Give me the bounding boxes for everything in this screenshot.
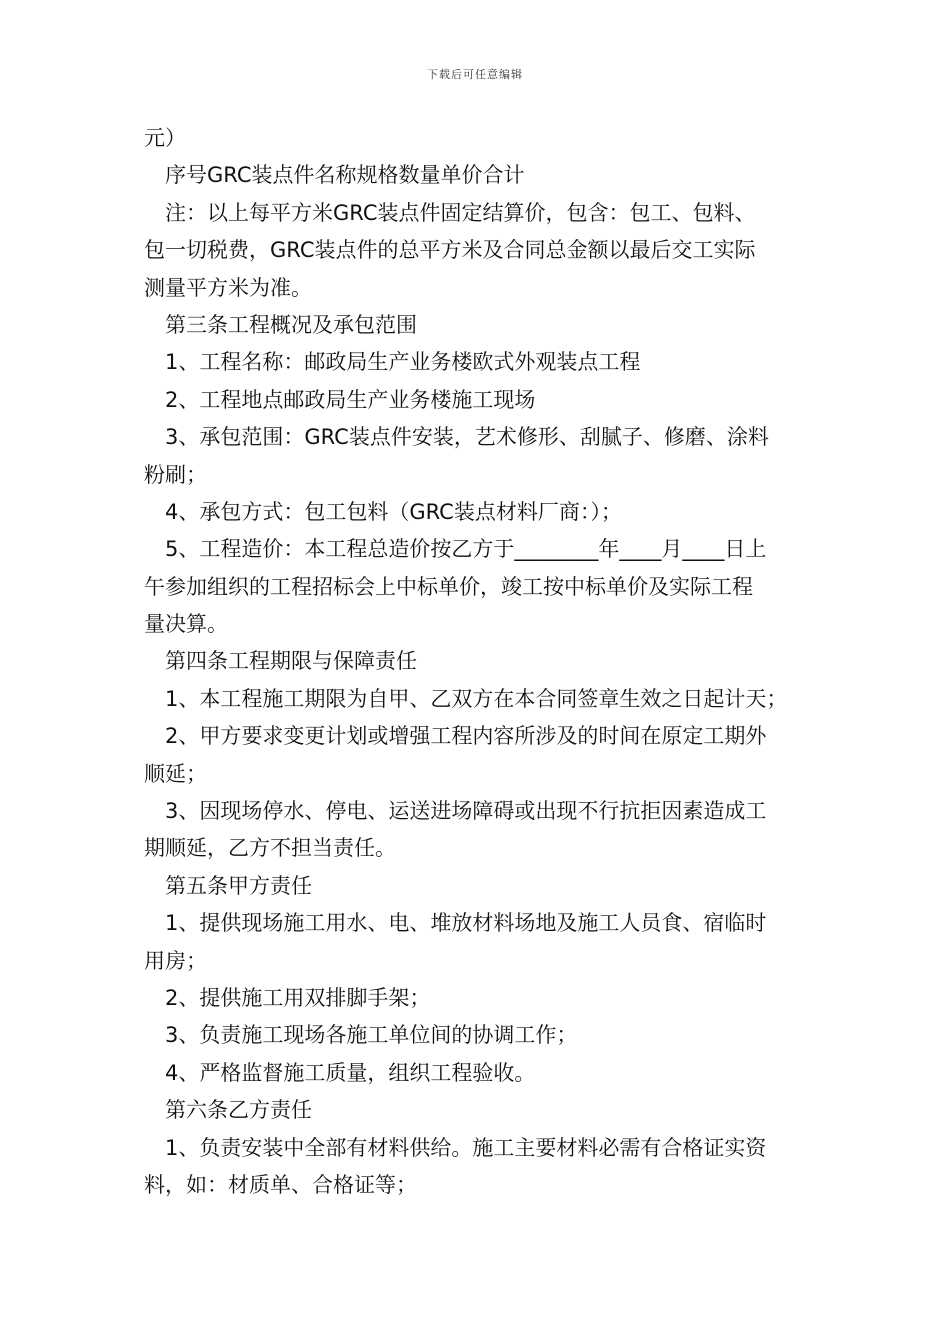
text-line: 包一切税费，GRC装点件的总平方米及合同总金额以最后交工实际 [144,238,756,263]
text-line: 序号GRC装点件名称规格数量单价合计 [165,163,525,188]
text-line: 第五条甲方责任 [165,873,312,898]
text-line: 3、负责施工现场各施工单位间的协调工作； [165,1023,578,1048]
text-line: 1、本工程施工期限为自甲、乙双方在本合同签章生效之日起计天； [165,686,788,711]
text-line: 4、严格监督施工质量，组织工程验收。 [165,1060,536,1085]
document-body [144,120,814,1204]
text-line: 5、工程造价：本工程总造价按乙方于________年____月____日上 [165,537,767,562]
text-line: 1、工程名称：邮政局生产业务楼欧式外观装点工程 [165,350,641,375]
text-line: 第六条乙方责任 [165,1098,312,1123]
text-line: 午参加组织的工程招标会上中标单价，竣工按中标单价及实际工程 [144,574,753,599]
text-line: 3、承包范围：GRC装点件安装，艺术修形、刮腻子、修磨、涂料 [165,425,769,450]
text-line: 注：以上每平方米GRC装点件固定结算价，包含：包工、包料、 [165,200,756,225]
text-line: 料，如：材质单、合格证等； [144,1172,417,1197]
page-header: 下载后可任意编辑 [427,68,523,81]
text-line: 粉刷； [144,462,207,487]
text-line: 3、因现场停水、停电、运送进场障碍或出现不行抗拒因素造成工 [165,799,767,824]
text-line: 测量平方米为准。 [144,275,312,300]
text-line: 第四条工程期限与保障责任 [165,649,417,674]
text-line: 1、负责安装中全部有材料供给。施工主要材料必需有合格证实资 [165,1135,767,1160]
text-line: 元） [144,126,186,150]
text-line: 4、承包方式：包工包料（GRC装点材料厂商：）； [165,499,622,524]
text-line: 用房； [144,948,207,973]
text-line: 2、工程地点邮政局生产业务楼施工现场 [165,387,536,412]
text-line: 顺延； [144,761,207,786]
text-line: 2、提供施工用双排脚手架； [165,985,431,1010]
text-line: 量决算。 [144,612,228,637]
text-line: 1、提供现场施工用水、电、堆放材料场地及施工人员食、宿临时 [165,911,767,936]
text-line: 期顺延，乙方不担当责任。 [144,836,396,861]
text-line: 第三条工程概况及承包范围 [165,312,417,337]
text-line: 2、甲方要求变更计划或增强工程内容所涉及的时间在原定工期外 [165,724,767,749]
